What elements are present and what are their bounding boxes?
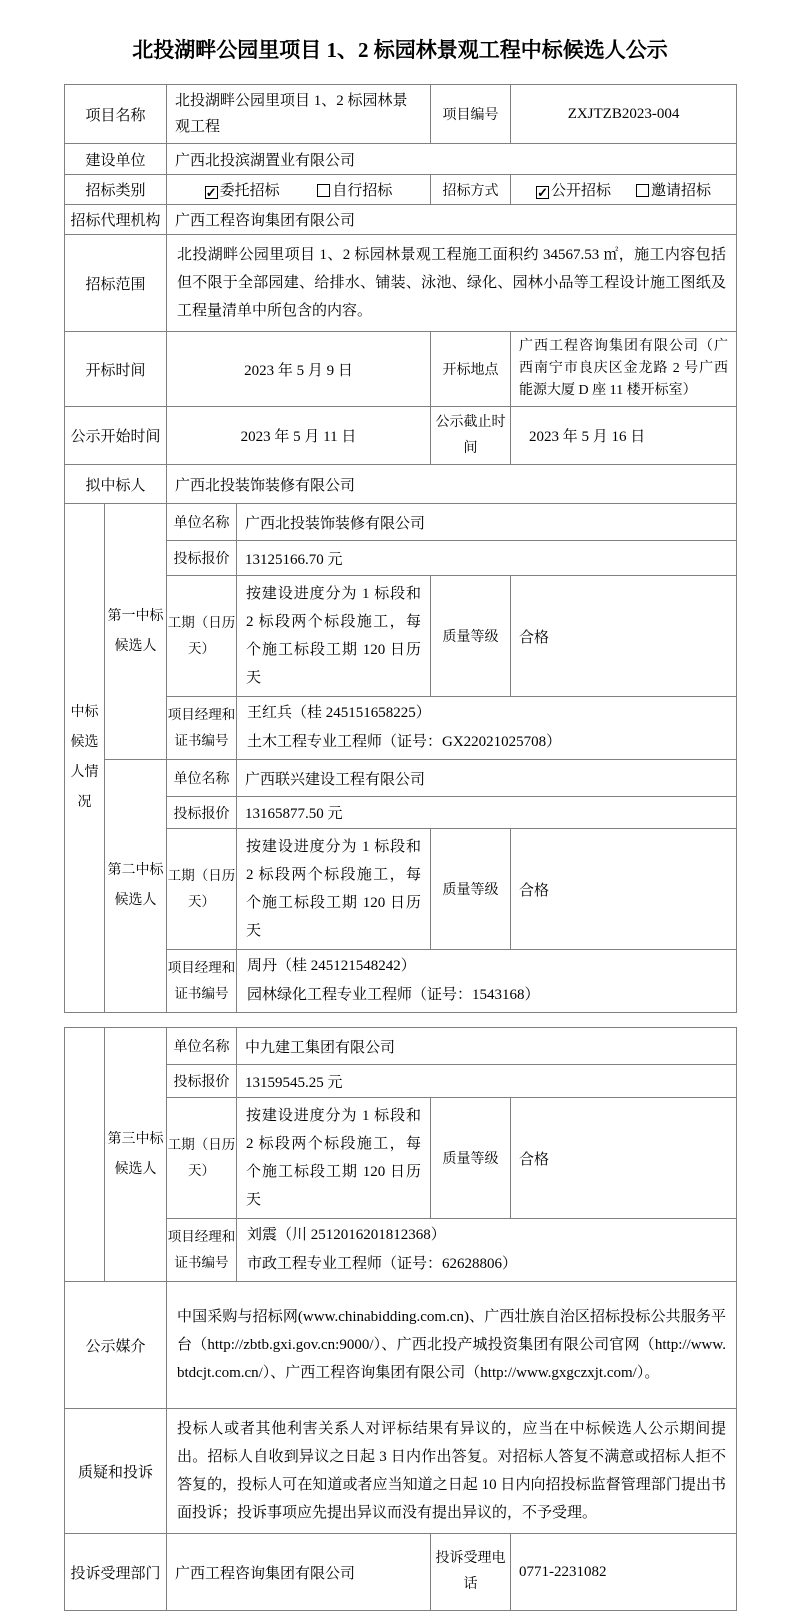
tender-method-option-label: 公开招标 bbox=[551, 183, 612, 199]
complaint-phone-value: 0771-2231082 bbox=[511, 1534, 737, 1611]
candidate-1-manager bbox=[237, 697, 737, 760]
candidate-3-company: 中九建工集团有限公司 bbox=[237, 1028, 737, 1065]
candidate-3-quality: 合格 bbox=[511, 1098, 737, 1219]
candidate-2-manager bbox=[237, 950, 737, 1013]
manager-cert-label: 项目经理和证书编号 bbox=[167, 697, 237, 760]
candidate-1-rank-label: 第一中标候选人 bbox=[105, 504, 167, 760]
candidate-2-price: 13165877.50 元 bbox=[237, 797, 737, 829]
project-name-value: 北投湖畔公园里项目 1、2 标园林景观工程 bbox=[167, 85, 431, 144]
candidate-3-manager-cert: 市政工程专业工程师（证号：62628806） bbox=[247, 1256, 518, 1272]
tender-category-option-label: 自行招标 bbox=[332, 183, 393, 199]
agency-label: 招标代理机构 bbox=[65, 205, 167, 235]
publicity-start-value: 2023 年 5 月 11 日 bbox=[167, 407, 431, 465]
objection-complaint-label: 质疑和投诉 bbox=[65, 1409, 167, 1534]
publicity-media-label: 公示媒介 bbox=[65, 1282, 167, 1409]
candidate-1-manager-cert: 土木工程专业工程师（证号：GX22021025708） bbox=[247, 734, 562, 750]
tender-method-option-label: 邀请招标 bbox=[651, 183, 712, 199]
tender-method-options bbox=[511, 175, 737, 205]
owner-label: 建设单位 bbox=[65, 144, 167, 175]
tender-category-options-row bbox=[167, 179, 430, 200]
tender-method-option-open bbox=[536, 179, 611, 200]
publicity-start-label: 公示开始时间 bbox=[65, 407, 167, 465]
agency-value: 广西工程咨询集团有限公司 bbox=[167, 205, 737, 235]
bid-price-label: 投标报价 bbox=[167, 797, 237, 829]
candidate-1-quality: 合格 bbox=[511, 576, 737, 697]
publicity-end-label: 公示截止时间 bbox=[431, 407, 511, 465]
tender-method-label: 招标方式 bbox=[431, 175, 511, 205]
project-number-label: 项目编号 bbox=[431, 85, 511, 144]
candidate-3-duration: 按建设进度分为 1 标段和 2 标段两个标段施工，每个施工标段工期 120 日历天 bbox=[237, 1098, 431, 1219]
candidate-1-duration: 按建设进度分为 1 标段和 2 标段两个标段施工，每个施工标段工期 120 日历天 bbox=[237, 576, 431, 697]
proposed-winner-label: 拟中标人 bbox=[65, 465, 167, 504]
bid-opening-time-value: 2023 年 5 月 9 日 bbox=[167, 332, 431, 407]
candidate-1-company: 广西北投装饰装修有限公司 bbox=[237, 504, 737, 541]
tender-method-option-invite bbox=[636, 179, 711, 200]
company-name-label: 单位名称 bbox=[167, 760, 237, 797]
publicity-end-value: 2023 年 5 月 16 日 bbox=[511, 407, 737, 465]
candidates-section-label: 中标候选人情况 bbox=[65, 504, 105, 1013]
candidate-3-price: 13159545.25 元 bbox=[237, 1065, 737, 1098]
bid-opening-place-value: 广西工程咨询集团有限公司（广西南宁市良庆区金龙路 2 号广西能源大厦 D 座 11 楼开标室） bbox=[511, 332, 737, 407]
bid-opening-place-label: 开标地点 bbox=[431, 332, 511, 407]
candidate-2-company: 广西联兴建设工程有限公司 bbox=[237, 760, 737, 797]
unchecked-checkbox-icon bbox=[317, 184, 330, 197]
project-name-label: 项目名称 bbox=[65, 85, 167, 144]
candidate-2-manager-cert: 园林绿化工程专业工程师（证号：1543168） bbox=[247, 987, 540, 1003]
candidate-2-rank-label: 第二中标候选人 bbox=[105, 760, 167, 1013]
owner-value: 广西北投滨湖置业有限公司 bbox=[167, 144, 737, 175]
unchecked-checkbox-icon bbox=[636, 184, 649, 197]
manager-cert-label: 项目经理和证书编号 bbox=[167, 950, 237, 1013]
candidate-1-price: 13125166.70 元 bbox=[237, 541, 737, 576]
bid-price-label: 投标报价 bbox=[167, 1065, 237, 1098]
manager-cert-label: 项目经理和证书编号 bbox=[167, 1219, 237, 1282]
candidate-2-duration: 按建设进度分为 1 标段和 2 标段两个标段施工，每个施工标段工期 120 日历天 bbox=[237, 829, 431, 950]
duration-label: 工期（日历天） bbox=[167, 829, 237, 950]
announcement-main-table bbox=[64, 84, 737, 1013]
company-name-label: 单位名称 bbox=[167, 504, 237, 541]
proposed-winner-value: 广西北投装饰装修有限公司 bbox=[167, 465, 737, 504]
tender-category-option-self bbox=[317, 179, 392, 200]
tender-method-options-row bbox=[511, 179, 736, 200]
tender-category-options bbox=[167, 175, 431, 205]
company-name-label: 单位名称 bbox=[167, 1028, 237, 1065]
candidate-3-manager-name: 刘震（川 2512016201812368） bbox=[247, 1227, 446, 1243]
candidates-section-continued-cell bbox=[65, 1028, 105, 1282]
candidate-2-manager-name: 周丹（桂 245121548242） bbox=[247, 958, 416, 974]
checked-checkbox-icon bbox=[205, 186, 218, 199]
project-number-value: ZXJTZB2023-004 bbox=[511, 85, 737, 144]
quality-grade-label: 质量等级 bbox=[431, 1098, 511, 1219]
tender-category-option-entrusted bbox=[205, 179, 280, 200]
scope-value: 北投湖畔公园里项目 1、2 标园林景观工程施工面积约 34567.53 ㎡，施工内容包括但不限于全部园建、给排水、铺装、泳池、绿化、园林小品等工程设计施工图纸及工程量清单中所包含的内容。 bbox=[167, 235, 737, 332]
tender-category-option-label: 委托招标 bbox=[219, 183, 280, 199]
publicity-media-value: 中国采购与招标网(www.chinabidding.com.cn)、广西壮族自治区招标投标公共服务平台（http://zbtb.gxi.gov.cn:9000/）、广西北投产城投资集团有限公司官网（http://www.btdcjt.com.cn/）、广西工程咨询集团有限公司（http://www.gxgczxjt.com/）。 bbox=[167, 1282, 737, 1409]
bid-opening-time-label: 开标时间 bbox=[65, 332, 167, 407]
checked-checkbox-icon bbox=[536, 186, 549, 199]
candidate-3-manager bbox=[237, 1219, 737, 1282]
candidate-1-manager-name: 王红兵（桂 245151658225） bbox=[247, 705, 431, 721]
candidate-3-rank-label: 第三中标候选人 bbox=[105, 1028, 167, 1282]
duration-label: 工期（日历天） bbox=[167, 1098, 237, 1219]
candidate-2-quality: 合格 bbox=[511, 829, 737, 950]
objection-complaint-value: 投标人或者其他利害关系人对评标结果有异议的，应当在中标候选人公示期间提出。招标人自收到异议之日起 3 日内作出答复。对招标人答复不满意或招标人拒不答复的，投标人可在知道或者应当知道之日起 10 日内向招投标监督管理部门提出书面投诉；投诉事项应先提出异议而没有提出异议的，不予受理。 bbox=[167, 1409, 737, 1534]
complaint-phone-label: 投诉受理电话 bbox=[431, 1534, 511, 1611]
tender-category-label: 招标类别 bbox=[65, 175, 167, 205]
bid-price-label: 投标报价 bbox=[167, 541, 237, 576]
complaint-dept-label: 投诉受理部门 bbox=[65, 1534, 167, 1611]
complaint-dept-value: 广西工程咨询集团有限公司 bbox=[167, 1534, 431, 1611]
quality-grade-label: 质量等级 bbox=[431, 576, 511, 697]
announcement-second-table bbox=[64, 1027, 737, 1611]
duration-label: 工期（日历天） bbox=[167, 576, 237, 697]
quality-grade-label: 质量等级 bbox=[431, 829, 511, 950]
page-title: 北投湖畔公园里项目 1、2 标园林景观工程中标候选人公示 bbox=[132, 38, 668, 62]
scope-label: 招标范围 bbox=[65, 235, 167, 332]
